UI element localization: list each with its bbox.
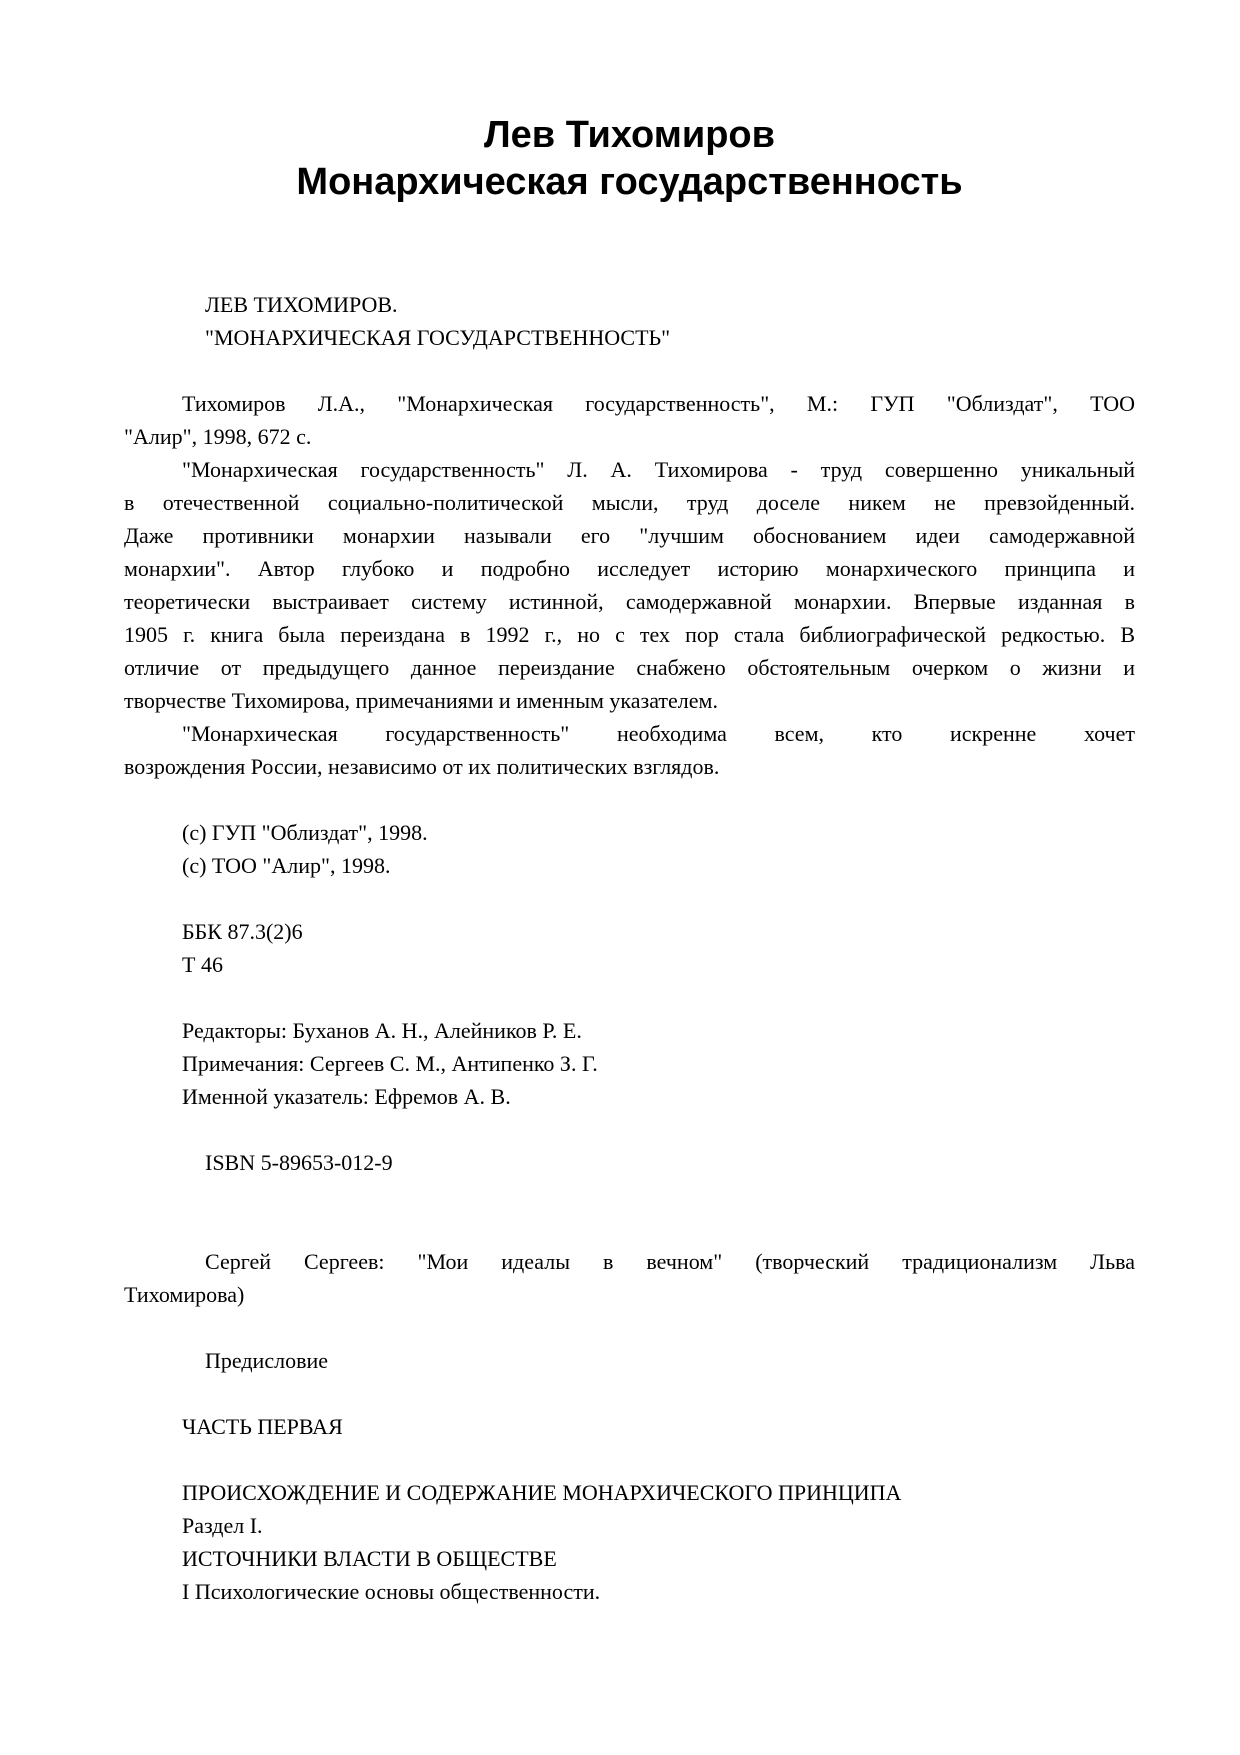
blank-line bbox=[124, 1443, 1135, 1476]
title-author-line: Лев Тихомиров bbox=[484, 114, 775, 156]
text-line: "Монархическая государственность" необходима всем, кто искренне хочет bbox=[182, 721, 1135, 746]
blank-line bbox=[124, 1179, 1135, 1212]
text-line: Редакторы: Буханов А. Н., Алейников Р. Е. bbox=[182, 1018, 582, 1043]
text-line: Именной указатель: Ефремов А. В. bbox=[182, 1084, 511, 1109]
text-line: Тихомирова) bbox=[124, 1282, 245, 1307]
text-line: ЛЕВ ТИХОМИРОВ. bbox=[205, 292, 398, 317]
text-line: ЧАСТЬ ПЕРВАЯ bbox=[182, 1414, 343, 1439]
blank-line bbox=[124, 1212, 1135, 1245]
text-line: ISBN 5-89653-012-9 bbox=[205, 1150, 393, 1175]
text-line: (c) ТОО "Алир", 1998. bbox=[182, 853, 391, 878]
text-line: Сергей Сергеев: "Мои идеалы в вечном" (творческий традиционализм Льва bbox=[205, 1249, 1135, 1274]
text-line: "Монархическая государственность" Л. А. Тихомирова - труд совершенно уникальный bbox=[182, 457, 1135, 482]
text-line: Раздел I. bbox=[182, 1513, 263, 1538]
text-line: Тихомиров Л.А., "Монархическая государственность", М.: ГУП "Облиздат", ТОО bbox=[182, 391, 1135, 416]
text-line: отличие от предыдущего данное переиздание снабжено обстоятельным очерком о жизни и bbox=[124, 655, 1135, 680]
title-book-line: Монархическая государственность bbox=[296, 161, 963, 203]
blank-line bbox=[124, 1377, 1135, 1410]
text-line: теоретически выстраивает систему истинной, самодержавной монархии. Впервые изданная в bbox=[124, 589, 1135, 614]
text-line: Даже противники монархии называли его "лучшим обоснованием идеи самодержавной bbox=[124, 523, 1135, 548]
text-line: ПРОИСХОЖДЕНИЕ И СОДЕРЖАНИЕ МОНАРХИЧЕСКОГО ПРИНЦИПА bbox=[182, 1480, 902, 1505]
text-line: ББК 87.3(2)6 bbox=[182, 919, 303, 944]
text-line: творчестве Тихомирова, примечаниями и именным указателем. bbox=[124, 688, 718, 713]
blank-line bbox=[124, 783, 1135, 816]
blank-line bbox=[124, 354, 1135, 387]
text-line: 1905 г. книга была переиздана в 1992 г., но с тех пор стала библиографической редкостью. В bbox=[124, 622, 1135, 647]
text-line: ИСТОЧНИКИ ВЛАСТИ В ОБЩЕСТВЕ bbox=[182, 1546, 557, 1571]
text-line: в отечественной социально-политической мысли, труд доселе никем не превзойденный. bbox=[124, 490, 1135, 515]
blank-line bbox=[124, 1311, 1135, 1344]
text-line: Предисловие bbox=[205, 1348, 328, 1373]
text-line: Т 46 bbox=[182, 952, 223, 977]
document-title bbox=[124, 0, 1135, 206]
blank-line bbox=[124, 882, 1135, 915]
text-line: монархии". Автор глубоко и подробно исследует историю монархического принципа и bbox=[124, 556, 1135, 581]
document-body bbox=[124, 288, 1135, 1608]
blank-line bbox=[124, 1113, 1135, 1146]
text-line: Примечания: Сергеев С. М., Антипенко З. Г. bbox=[182, 1051, 598, 1076]
text-line: возрождения России, независимо от их политических взглядов. bbox=[124, 754, 720, 779]
text-line: I Психологические основы общественности. bbox=[182, 1579, 601, 1604]
text-line: "Алир", 1998, 672 с. bbox=[124, 424, 312, 449]
blank-line bbox=[124, 981, 1135, 1014]
text-line: (c) ГУП "Облиздат", 1998. bbox=[182, 820, 428, 845]
text-line: "МОНАРХИЧЕСКАЯ ГОСУДАРСТВЕННОСТЬ" bbox=[205, 325, 671, 350]
